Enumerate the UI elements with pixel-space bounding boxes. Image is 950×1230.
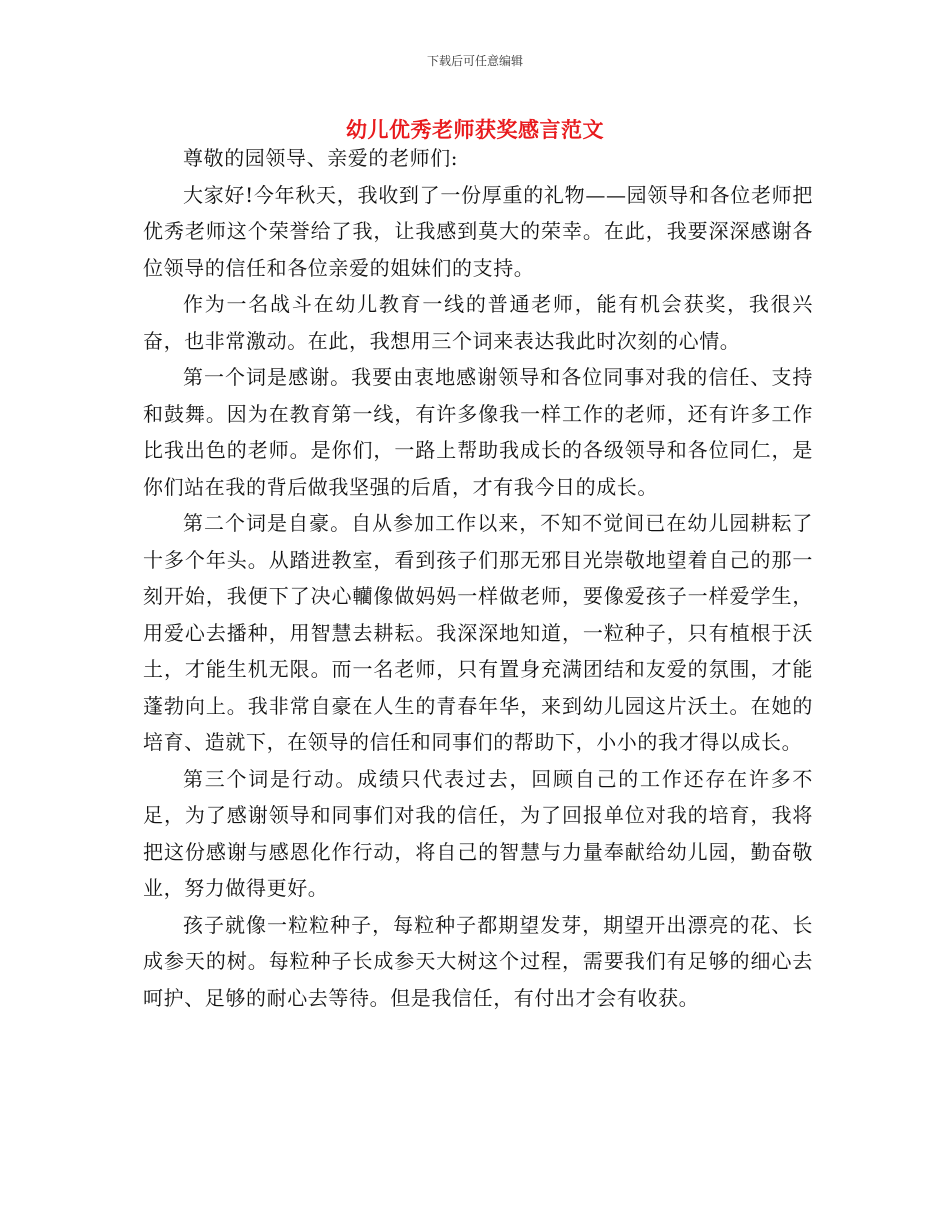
paragraph-closing: 孩子就像一粒粒种子，每粒种子都期望发芽，期望开出漂亮的花、长成参天的树。每粒种子长成参天大树这个过程，需要我们有足够的细心去呵护、足够的耐心去等待。但是我信任，有付出才会有收获。 xyxy=(143,912,813,1010)
document-body xyxy=(143,140,813,1016)
paragraph-intro: 作为一名战斗在幼儿教育一线的普通老师，能有机会获奖，我很兴奋，也非常激动。在此，我想用三个词来表达我此时次刻的心情。 xyxy=(143,292,813,353)
paragraph-gratitude: 第一个词是感谢。我要由衷地感谢领导和各位同事对我的信任、支持和鼓舞。因为在教育第一线，有许多像我一样工作的老师，还有许多工作比我出色的老师。是你们，一路上帮助我成长的各级领导和各位同仁，是你们站在我的背后做我坚强的后盾，才有我今日的成长。 xyxy=(143,365,813,499)
page-header: 下载后可任意编辑 xyxy=(426,54,523,68)
paragraph-opening: 大家好!今年秋天，我收到了一份厚重的礼物——园领导和各位老师把优秀老师这个荣誉给了我，让我感到莫大的荣幸。在此，我要深深感谢各位领导的信任和各位亲爱的姐妹们的支持。 xyxy=(143,182,813,280)
paragraph-pride: 第二个词是自豪。自从参加工作以来，不知不觉间已在幼儿园耕耘了十多个年头。从踏进教室，看到孩子们那无邪目光崇敬地望着自己的那一刻开始，我便下了决心轥像做妈妈一样做老师，要像爱孩子一样爱学生，用爱心去播种，用智慧去耕耘。我深深地知道，一粒种子，只有植根于沃土，才能生机无限。而一名老师，只有置身充满团结和友爱的氛围，才能蓬勃向上。我非常自豪在人生的青春年华，来到幼儿园这片沃土。在她的培育、造就下，在领导的信任和同事们的帮助下，小小的我才得以成长。 xyxy=(143,511,813,754)
paragraph-action: 第三个词是行动。成绩只代表过去，回顾自己的工作还存在许多不足，为了感谢领导和同事们对我的信任，为了回报单位对我的培育，我将把这份感谢与感恩化作行动，将自己的智慧与力量奉献给幼儿园，勤奋敬业，努力做得更好。 xyxy=(143,766,813,900)
document-title: 幼儿优秀老师获奖感言范文 xyxy=(346,118,604,142)
paragraph-greeting: 尊敬的园领导、亲爱的老师们: xyxy=(183,146,459,170)
